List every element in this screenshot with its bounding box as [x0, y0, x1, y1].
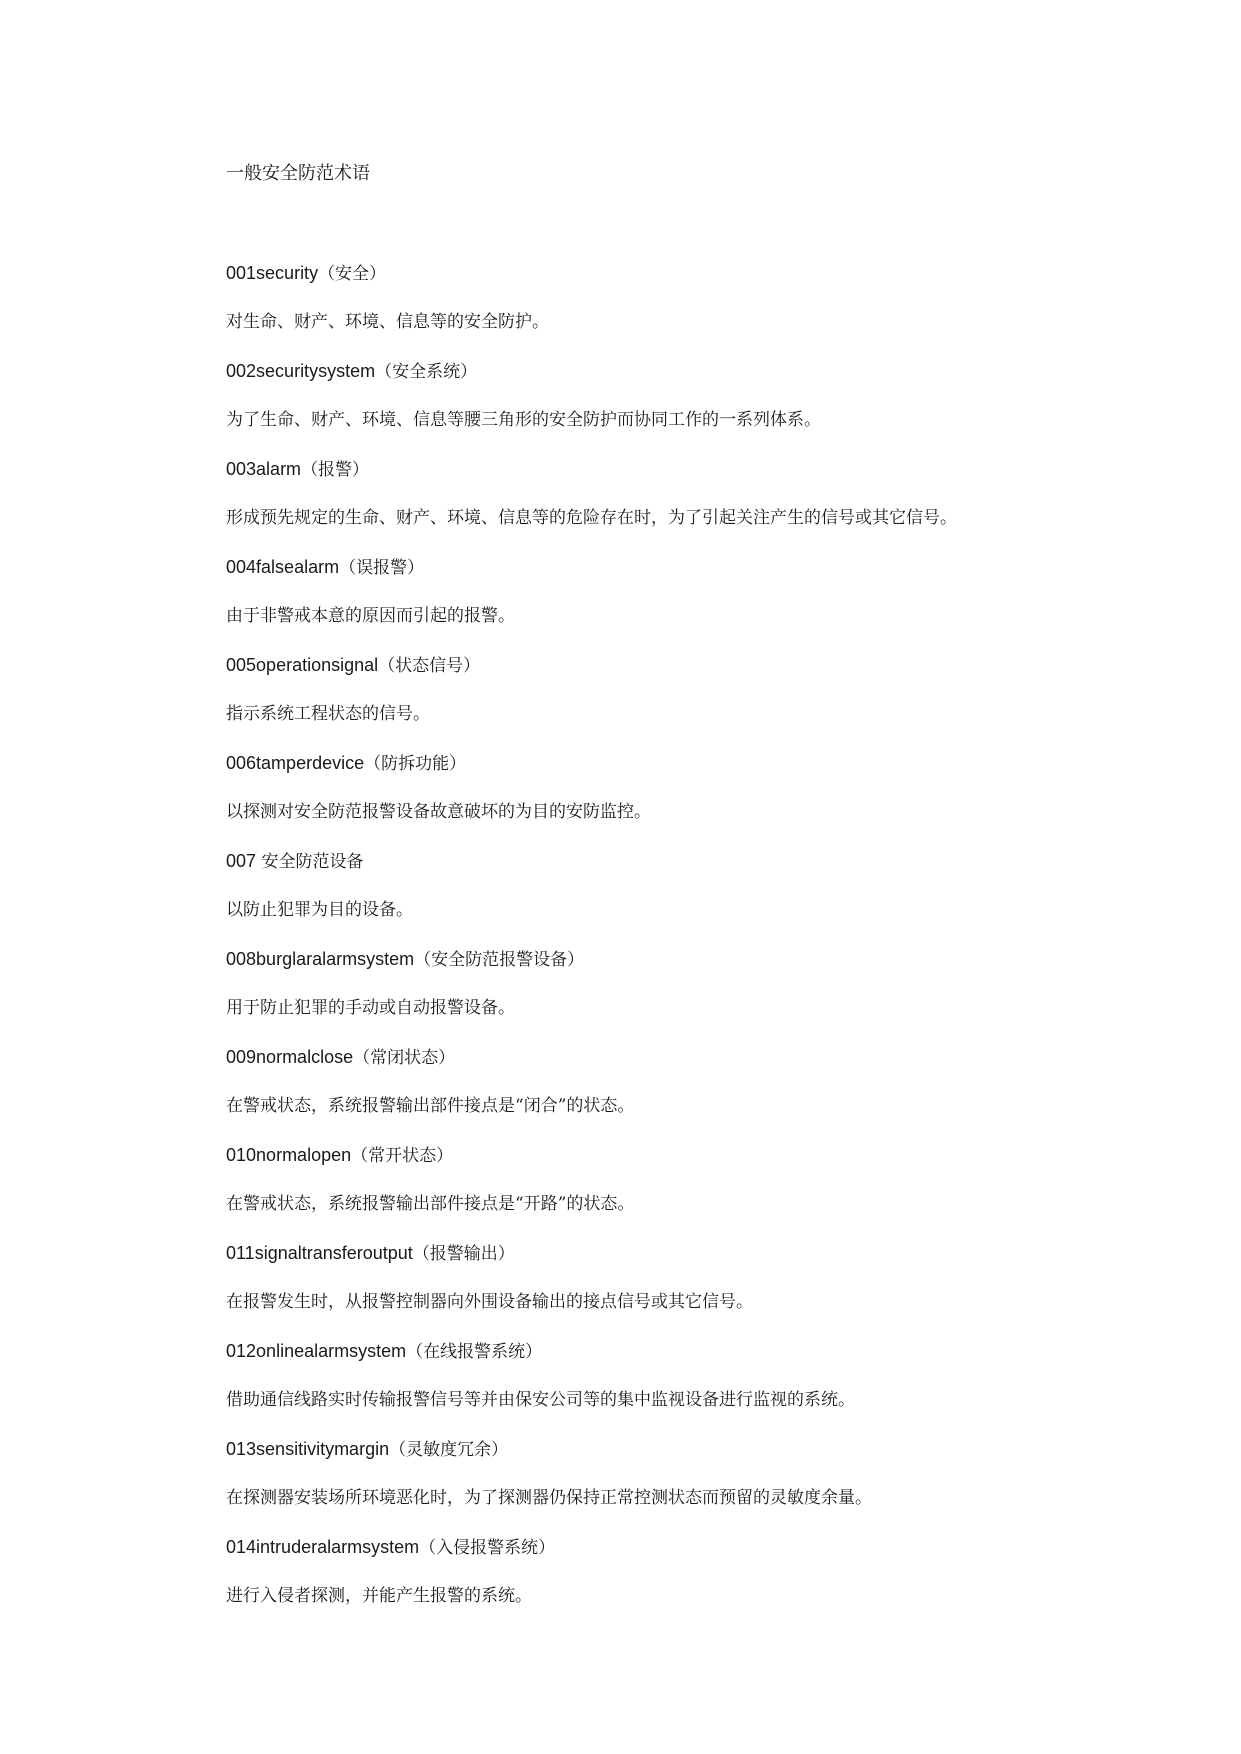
term-heading	[226, 454, 1186, 503]
term-item	[226, 1434, 1186, 1532]
term-chinese: （安全系统）	[375, 362, 478, 382]
term-chinese: （状态信号）	[378, 656, 481, 676]
term-english: normalclose	[256, 1047, 354, 1067]
term-chinese: 安全防范设备	[256, 852, 364, 872]
term-definition: 用于防止犯罪的手动或自动报警设备。	[226, 998, 515, 1018]
term-chinese: （安全防范报警设备）	[414, 950, 585, 970]
document-title: 一般安全防范术语	[226, 163, 370, 184]
term-heading	[226, 1532, 1186, 1581]
term-code: 001	[226, 263, 257, 283]
term-code: 012	[226, 1341, 257, 1361]
term-definition: 进行入侵者探测，并能产生报警的系统。	[226, 1586, 532, 1606]
term-definition: 在探测器安装场所环境恶化时，为了探测器仍保持正常控测状态而预留的灵敏度余量。	[226, 1488, 872, 1508]
term-chinese: （报警）	[301, 460, 370, 480]
term-heading	[226, 1238, 1186, 1287]
term-definition: 在警戒状态，系统报警输出部件接点是“开路”的状态。	[226, 1194, 635, 1214]
term-english: securitysystem	[256, 361, 376, 381]
term-definition: 在报警发生时，从报警控制器向外围设备输出的接点信号或其它信号。	[226, 1292, 753, 1312]
term-english: operationsignal	[256, 655, 379, 675]
term-english: burglaralarmsystem	[256, 949, 415, 969]
term-code: 004	[226, 557, 257, 577]
term-item	[226, 1238, 1186, 1336]
term-chinese: （常开状态）	[351, 1146, 454, 1166]
term-definition: 以探测对安全防范报警设备故意破坏的为目的安防监控。	[226, 802, 651, 822]
term-heading	[226, 1140, 1186, 1189]
term-chinese: （误报警）	[339, 558, 425, 578]
term-english: tamperdevice	[256, 753, 365, 773]
term-code: 009	[226, 1047, 257, 1067]
term-list	[226, 258, 1186, 1630]
term-definition: 指示系统工程状态的信号。	[226, 704, 430, 724]
term-heading	[226, 650, 1186, 699]
term-english: alarm	[256, 459, 302, 479]
term-item	[226, 748, 1186, 846]
term-code: 006	[226, 753, 257, 773]
term-english: normalopen	[256, 1145, 352, 1165]
term-item	[226, 650, 1186, 748]
term-chinese: （报警输出）	[412, 1244, 515, 1264]
term-item	[226, 1336, 1186, 1434]
term-definition: 借助通信线路实时传输报警信号等并由保安公司等的集中监视设备进行监视的系统。	[226, 1390, 855, 1410]
term-code: 007	[226, 851, 257, 871]
term-english: security	[256, 263, 319, 283]
term-item	[226, 944, 1186, 1042]
term-heading	[226, 356, 1186, 405]
term-heading	[226, 748, 1186, 797]
term-heading	[226, 846, 1186, 895]
term-code: 011	[226, 1243, 255, 1263]
term-code: 013	[226, 1439, 257, 1459]
term-code: 005	[226, 655, 257, 675]
term-heading	[226, 258, 1186, 307]
term-item	[226, 1042, 1186, 1140]
term-code: 014	[226, 1537, 257, 1557]
term-definition: 由于非警戒本意的原因而引起的报警。	[226, 606, 515, 626]
term-heading	[226, 552, 1186, 601]
term-english: intruderalarmsystem	[256, 1537, 420, 1557]
term-item	[226, 454, 1186, 552]
term-item	[226, 356, 1186, 454]
term-chinese: （防拆功能）	[364, 754, 467, 774]
term-definition: 在警戒状态，系统报警输出部件接点是“闭合”的状态。	[226, 1096, 635, 1116]
term-chinese: （在线报警系统）	[406, 1342, 543, 1362]
term-heading	[226, 1336, 1186, 1385]
term-english: signaltransferoutput	[254, 1243, 413, 1263]
term-item	[226, 552, 1186, 650]
term-item	[226, 1532, 1186, 1630]
term-code: 002	[226, 361, 257, 381]
term-item	[226, 846, 1186, 944]
term-item	[226, 258, 1186, 356]
term-code: 003	[226, 459, 257, 479]
term-code: 008	[226, 949, 257, 969]
term-definition: 形成预先规定的生命、财产、环境、信息等的危险存在时，为了引起关注产生的信号或其它信号。	[226, 508, 957, 528]
term-heading	[226, 944, 1186, 993]
term-definition: 对生命、财产、环境、信息等的安全防护。	[226, 312, 549, 332]
term-heading	[226, 1042, 1186, 1091]
term-chinese: （入侵报警系统）	[419, 1538, 556, 1558]
term-definition: 为了生命、财产、环境、信息等腰三角形的安全防护而协同工作的一系列体系。	[226, 410, 821, 430]
term-item	[226, 1140, 1186, 1238]
term-english: falsealarm	[256, 557, 340, 577]
term-heading	[226, 1434, 1186, 1483]
term-english: sensitivitymargin	[256, 1439, 390, 1459]
term-definition: 以防止犯罪为目的设备。	[226, 900, 413, 920]
term-chinese: （常闭状态）	[353, 1048, 456, 1068]
term-chinese: （安全）	[318, 264, 387, 284]
term-code: 010	[226, 1145, 257, 1165]
term-chinese: （灵敏度冗余）	[389, 1440, 509, 1460]
term-english: onlinealarmsystem	[256, 1341, 407, 1361]
